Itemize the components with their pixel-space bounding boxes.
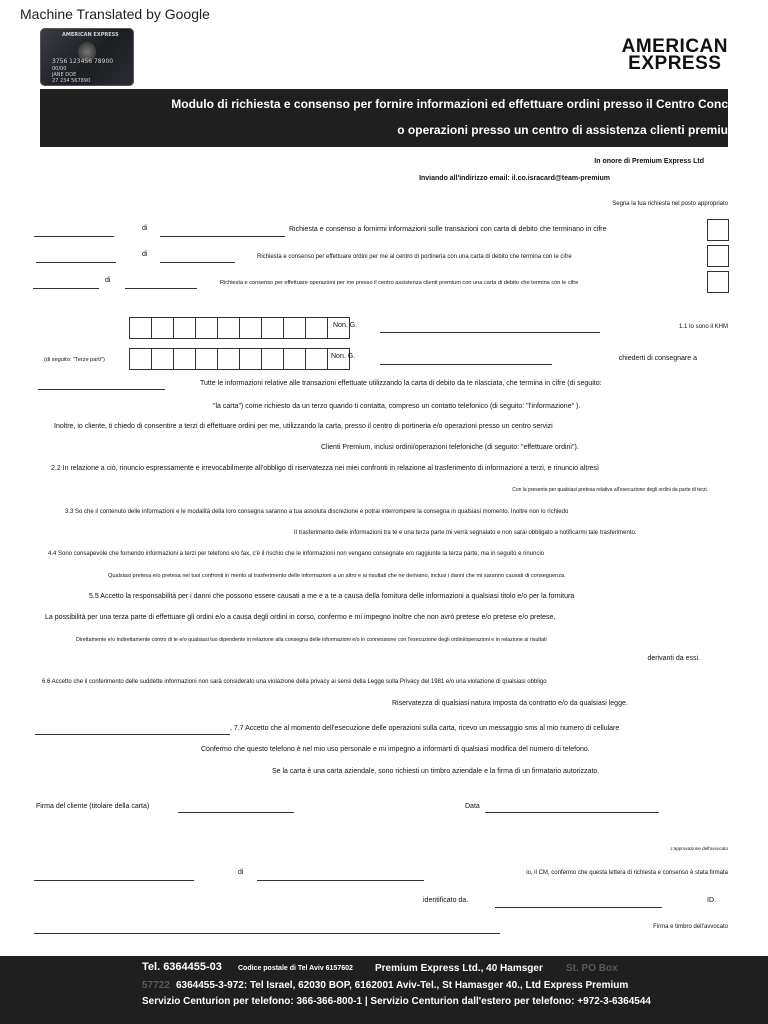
lawyer-signature-blank[interactable] xyxy=(34,933,500,934)
request1-blank-a[interactable] xyxy=(34,236,114,237)
request3-checkbox[interactable] xyxy=(707,271,729,293)
request2-checkbox[interactable] xyxy=(707,245,729,267)
para-2: "la carta") come richiesto da un terzo quando ti contatta, compreso un contatto telefonico (di seguito: "l'informazione" ). xyxy=(213,403,581,410)
identified-by-label: identificato da. xyxy=(423,897,469,904)
request2-text: Richiesta e consenso per effettuare ordini per me al centro di portineria con una carta di debito che termina con le cifre xyxy=(257,254,572,260)
lawyer-name-blank[interactable] xyxy=(34,880,194,881)
request3-di: di xyxy=(105,277,111,284)
request1-di: di xyxy=(142,225,148,232)
send-email: Inviando all'indirizzo email: il.co.isracard@team-premium xyxy=(419,175,610,182)
lawyer-confirm-text: io, il CM, confermo che questa lettera di richiesta e consenso è stata firmata xyxy=(526,870,728,876)
request1-text: Richiesta e consenso a fornirmi informazioni sulle transazioni con carta di debito che terminano in cifre xyxy=(289,226,607,233)
card-line3: 27 234 567890 xyxy=(52,78,91,84)
machine-translated-label: Machine Translated by Google xyxy=(20,6,210,22)
request1-checkbox[interactable] xyxy=(707,219,729,241)
para-1: Tutte le informazioni relative alle transazioni effettuate utilizzando la carta di debito da te rilasciata, che termina in cifre (di seguito: xyxy=(200,380,602,387)
footer-company: Premium Express Ltd., 40 Hamsger xyxy=(375,963,543,974)
para-8: Il trasferimento delle informazioni tra te e una terza parte mi verrà segnalato e non sarai obbligato a notificarmi tale trasferimento. xyxy=(294,530,637,536)
third-parties-label: (di seguito: "Terze parti") xyxy=(44,357,105,363)
id-digits-row1[interactable] xyxy=(130,317,350,339)
on-behalf-of: In onore di Premium Express Ltd xyxy=(594,158,704,165)
non-g-label-2: Non. G. xyxy=(331,353,356,360)
centurion-card-image xyxy=(40,28,134,86)
mobile-number-blank[interactable] xyxy=(35,734,230,735)
date-blank[interactable] xyxy=(485,812,659,813)
ask-deliver-label: chiederti di consegnare a xyxy=(618,355,697,362)
form-title-line1: Modulo di richiesta e consenso per fornire informazioni ed effettuare ordini presso il Centro Conc xyxy=(171,97,728,111)
footer-postal: Codice postale di Tel Aviv 6157602 xyxy=(238,965,353,972)
para-12: La possibilità per una terza parte di effettuare gli ordini e/o a causa degli ordini in corso, confermo e mi impegno inoltre che non avrò pretese e/o pretese e/o pretese, xyxy=(45,614,556,621)
para-3: Inoltre, io cliente, ti chiedo di consentire a terzi di effettuare ordini per me, utilizzando la carta, presso il centro di portineria e/o operazioni presso un centro servizi xyxy=(54,423,553,430)
request1-blank-b[interactable] xyxy=(160,236,285,237)
form-title-line2: o operazioni presso un centro di assistenza clienti premiu xyxy=(397,123,728,137)
para-16: Riservatezza di qualsiasi natura imposta da contratto e/o da qualsiasi legge. xyxy=(392,700,628,707)
footer-tel: Tel. 6364455-03 xyxy=(142,961,222,973)
request3-text: Richiesta e consenso per effettuare operazioni per me presso il centro assistenza clienti premium con una carta di debito che termina con le cifre xyxy=(220,280,579,286)
para-14: derivanti da essi. xyxy=(647,655,700,662)
lawyer-signature-label: Firma e timbro dell'avvocato xyxy=(653,924,728,930)
request2-blank-b[interactable] xyxy=(160,262,235,263)
lawyer-location-blank[interactable] xyxy=(257,880,424,881)
para-7: 3.3 So che il contenuto delle informazioni e le modalità della loro consegna saranno a tua assoluta discrezione e potrai interrompere la consegna in qualsiasi momento. Inoltre non lo richiedo xyxy=(65,509,569,515)
para-6: Con la presente per qualsiasi pretesa relativa all'esecuzione degli ordini da parte di terzi. xyxy=(512,487,708,493)
para-5: 2.2 In relazione a ciò, rinuncio espressamente e irrevocabilmente all'obbligo di riservatezza nei miei confronti in relazione al trasferimento di informazioni a terzi, e rinuncio altresì xyxy=(51,465,599,472)
title-band xyxy=(40,89,728,147)
card-brand: AMERICAN EXPRESS xyxy=(62,32,119,38)
card-digits-blank[interactable] xyxy=(38,389,165,390)
lawyer-approval-label: L'approvazione dell'avvocato xyxy=(670,846,728,851)
para-15: 6.6 Accetto che il conferimento delle suddette informazioni non sarà considerato una violazione della privacy ai sensi della Legge sulla Privacy del 1981 e/o una violazione di qualsiasi obbligo xyxy=(42,679,547,685)
american-express-logo xyxy=(622,38,728,72)
para-19: Se la carta è una carta aziendale, sono richiesti un timbro aziendale e la firma di un firmatario autorizzato. xyxy=(272,768,600,775)
para-4: Clienti Premium, inclusi ordini/operazioni telefoniche (di seguito: "effettuare ordini"). xyxy=(321,444,579,451)
footer-faded2: 57722 xyxy=(142,980,170,991)
card-line1: 00/00 xyxy=(52,66,67,72)
footer-faded: St. PO Box xyxy=(566,963,618,974)
request3-blank-a[interactable] xyxy=(33,288,99,289)
instructions: Segna la tua richiesta nel posto appropriato xyxy=(612,201,728,207)
para-10: Qualsiasi pretesa e/o pretesa nei tuoi confronti in merito al trasferimento delle informazioni a un altro e ai risultati che ne derivano, inclusi i danni che mi saranno causati di conseguenza. xyxy=(108,573,566,579)
para-18: Confermo che questo telefono è nel mio uso personale e mi impegno a informarti di qualsiasi modifica del numero di telefono. xyxy=(201,746,590,753)
name-blank-2[interactable] xyxy=(380,364,552,365)
non-g-label-1: Non. G. xyxy=(333,322,358,329)
client-signature-label: Firma del cliente (titolare della carta) xyxy=(36,803,150,810)
footer-line2: 6364455-3-972: Tel Israel, 62030 BOP, 6162001 Aviv-Tel., St Hamasger 40., Ltd Express Premium xyxy=(176,980,629,991)
lawyer-di: di xyxy=(238,869,244,876)
para-17: , 7.7 Accetto che al momento dell'esecuzione delle operazioni sulla carta, ricevo un messaggio sms al mio numero di cellulare xyxy=(230,725,620,732)
request2-blank-a[interactable] xyxy=(36,262,116,263)
id-label: ID. xyxy=(707,897,716,904)
khm-label: 1.1 Io sono il KHM xyxy=(678,324,728,330)
logo-line2: EXPRESS xyxy=(628,53,722,74)
para-9: 4.4 Sono consapevole che fornendo informazioni a terzi per telefono e/o fax, c'è il rischio che le informazioni non vengano consegnate e/o raggiunte la terza parte, ma in seguito e rinuncio xyxy=(48,551,545,557)
date-label: Data xyxy=(465,803,480,810)
logo-line1: AMERICAN xyxy=(621,36,728,57)
footer xyxy=(0,956,768,1024)
name-blank-1[interactable] xyxy=(380,332,600,333)
footer-line3: Servizio Centurion per telefono: 366-366-800-1 | Servizio Centurion dall'estero per telefono: +972-3-6364544 xyxy=(142,996,651,1007)
card-number: 3756 123456 78900 xyxy=(52,58,114,65)
identified-by-blank[interactable] xyxy=(495,907,662,908)
client-signature-blank[interactable] xyxy=(178,812,294,813)
request2-di: di xyxy=(142,251,148,258)
para-11: 5.5 Accetto la responsabilità per i danni che possono essere causati a me e a te a causa della fornitura delle informazioni a qualsiasi titolo e/o per la fornitura xyxy=(89,593,575,600)
id-digits-row2[interactable] xyxy=(130,348,350,370)
card-line2: JANE DOE xyxy=(52,72,77,78)
request3-blank-b[interactable] xyxy=(125,288,197,289)
para-13: Direttamente e/o indirettamente contro di te e/o qualsiasi tuo dipendente in relazione alla consegna delle informazioni e/o in connessione con l'esecuzione degli ordini/operazioni e in relazione ai risultati xyxy=(76,637,547,643)
